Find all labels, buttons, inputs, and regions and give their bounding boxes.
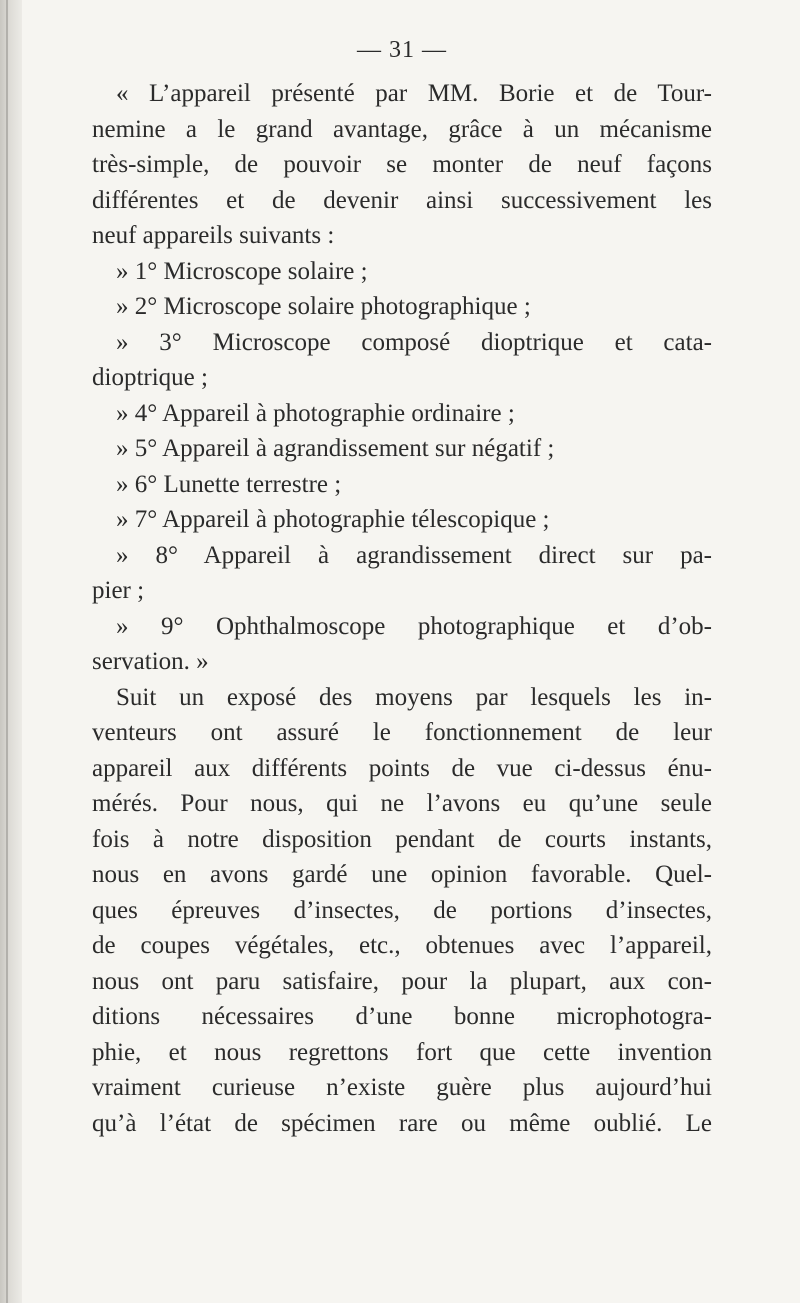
- text-line: neuf appareils suivants :: [92, 222, 335, 249]
- list-item: » 4° Appareil à photographie ordinaire ;: [116, 399, 515, 427]
- text-line: ditions nécessaires d’une bonne microphotogra-: [92, 1003, 712, 1030]
- page-number: — 31 —: [357, 37, 447, 63]
- list-item: » 8° Appareil à agrandissement direct sur pa-: [116, 541, 712, 569]
- binding-edge: [6, 0, 8, 1303]
- text-line: différentes et de devenir ainsi successivement les: [92, 186, 712, 214]
- text-line: mérés. Pour nous, qui ne l’avons eu qu’une seule: [92, 790, 712, 817]
- text-line: vraiment curieuse n’existe guère plus aujourd’hui: [92, 1074, 712, 1101]
- text-line: pier ;: [92, 577, 145, 604]
- page-gutter-shadow: [0, 0, 22, 1303]
- list-item: » 3° Microscope composé dioptrique et cata-: [116, 328, 712, 356]
- list-item: » 9° Ophthalmoscope photographique et d’ob-: [116, 612, 712, 640]
- text-line: très-simple, de pouvoir se monter de neuf façons: [92, 151, 712, 178]
- text-line: ques épreuves d’insectes, de portions d’insectes,: [92, 896, 712, 924]
- text-line: nous ont paru satisfaire, pour la plupart, aux con-: [92, 967, 712, 995]
- text-line: qu’à l’état de spécimen rare ou même oublié. Le: [92, 1109, 712, 1137]
- text-line: nous en avons gardé une opinion favorable. Quel-: [92, 861, 712, 888]
- text-line: servation. »: [92, 648, 209, 675]
- text-line: appareil aux différents points de vue ci-dessus énu-: [92, 754, 712, 782]
- text-line: Suit un exposé des moyens par lesquels les in-: [116, 683, 712, 711]
- text-line: venteurs ont assuré le fonctionnement de leur: [92, 719, 712, 746]
- book-page: [92, 30, 712, 1141]
- list-item: » 5° Appareil à agrandissement sur négatif ;: [116, 435, 555, 462]
- text-line: nemine a le grand avantage, grâce à un mécanisme: [92, 115, 712, 143]
- text-line: fois à notre disposition pendant de courts instants,: [92, 825, 712, 853]
- text-line: de coupes végétales, etc., obtenues avec l’appareil,: [92, 932, 712, 959]
- text-line: dioptrique ;: [92, 364, 208, 391]
- list-item: » 1° Microscope solaire ;: [116, 257, 368, 285]
- list-item: » 7° Appareil à photographie télescopique ;: [116, 506, 550, 533]
- text-line: phie, et nous regrettons fort que cette invention: [92, 1038, 712, 1066]
- body-text: [92, 76, 712, 1141]
- list-item: » 2° Microscope solaire photographique ;: [116, 293, 531, 320]
- text-line: « L’appareil présenté par MM. Borie et de Tour-: [116, 80, 712, 107]
- list-item: » 6° Lunette terrestre ;: [116, 470, 342, 498]
